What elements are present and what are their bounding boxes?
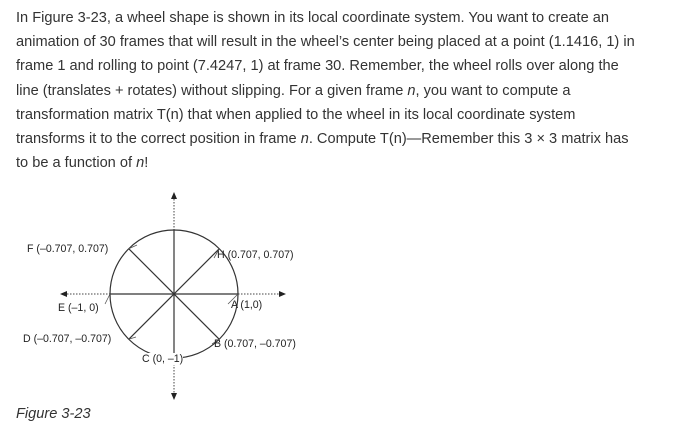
problem-line-6: transforms it to the correct position in frame (16, 131, 301, 148)
variable-n: n (136, 155, 145, 172)
problem-line-5: transformation matrix T(n) that when applied to the wheel in its local coordinate system (16, 106, 576, 123)
variable-n: n (300, 131, 309, 148)
problem-line-1: In Figure 3-23, a wheel shape is shown in its local coordinate system. You want to create an (16, 10, 610, 26)
variable-n: n (407, 82, 416, 99)
label-point-b: B (0.707, –0.707) (214, 338, 296, 350)
figure-caption: Figure 3-23 (16, 406, 91, 422)
y-axis-arrow-down-icon (171, 393, 177, 400)
problem-line-4-end: , you want to compute a (415, 82, 571, 99)
problem-line-7: to be a function of (16, 155, 137, 172)
problem-line-6-end: . Compute T(n)—Remember this 3 × 3 matrix has (308, 131, 629, 148)
label-point-f: F (–0.707, 0.707) (27, 243, 109, 255)
leader-e (105, 294, 110, 304)
label-point-h: H (0.707, 0.707) (217, 249, 294, 261)
label-point-e: E (–1, 0) (58, 302, 99, 314)
problem-line-2: animation of 30 frames that will result in the wheel’s center being placed at a point (1.1416, 1) in (16, 34, 635, 51)
label-point-d: D (–0.707, –0.707) (23, 333, 112, 345)
y-axis-arrow-up-icon (171, 192, 177, 199)
label-point-a: A (1,0) (231, 299, 263, 311)
wheel-diagram (0, 182, 687, 412)
problem-line-4: line (translates + rotates) without slipping. For a given frame (16, 82, 408, 99)
problem-statement (16, 6, 678, 175)
problem-line-3: frame 1 and rolling to point (7.4247, 1) at frame 30. Remember, the wheel rolls over along the (16, 58, 619, 75)
wheel-figure (0, 182, 687, 412)
problem-line-7-end: ! (144, 155, 149, 172)
x-axis-arrow-right-icon (279, 291, 286, 297)
x-axis-arrow-left-icon (60, 291, 67, 297)
label-point-c: C (0, –1) (142, 353, 184, 365)
